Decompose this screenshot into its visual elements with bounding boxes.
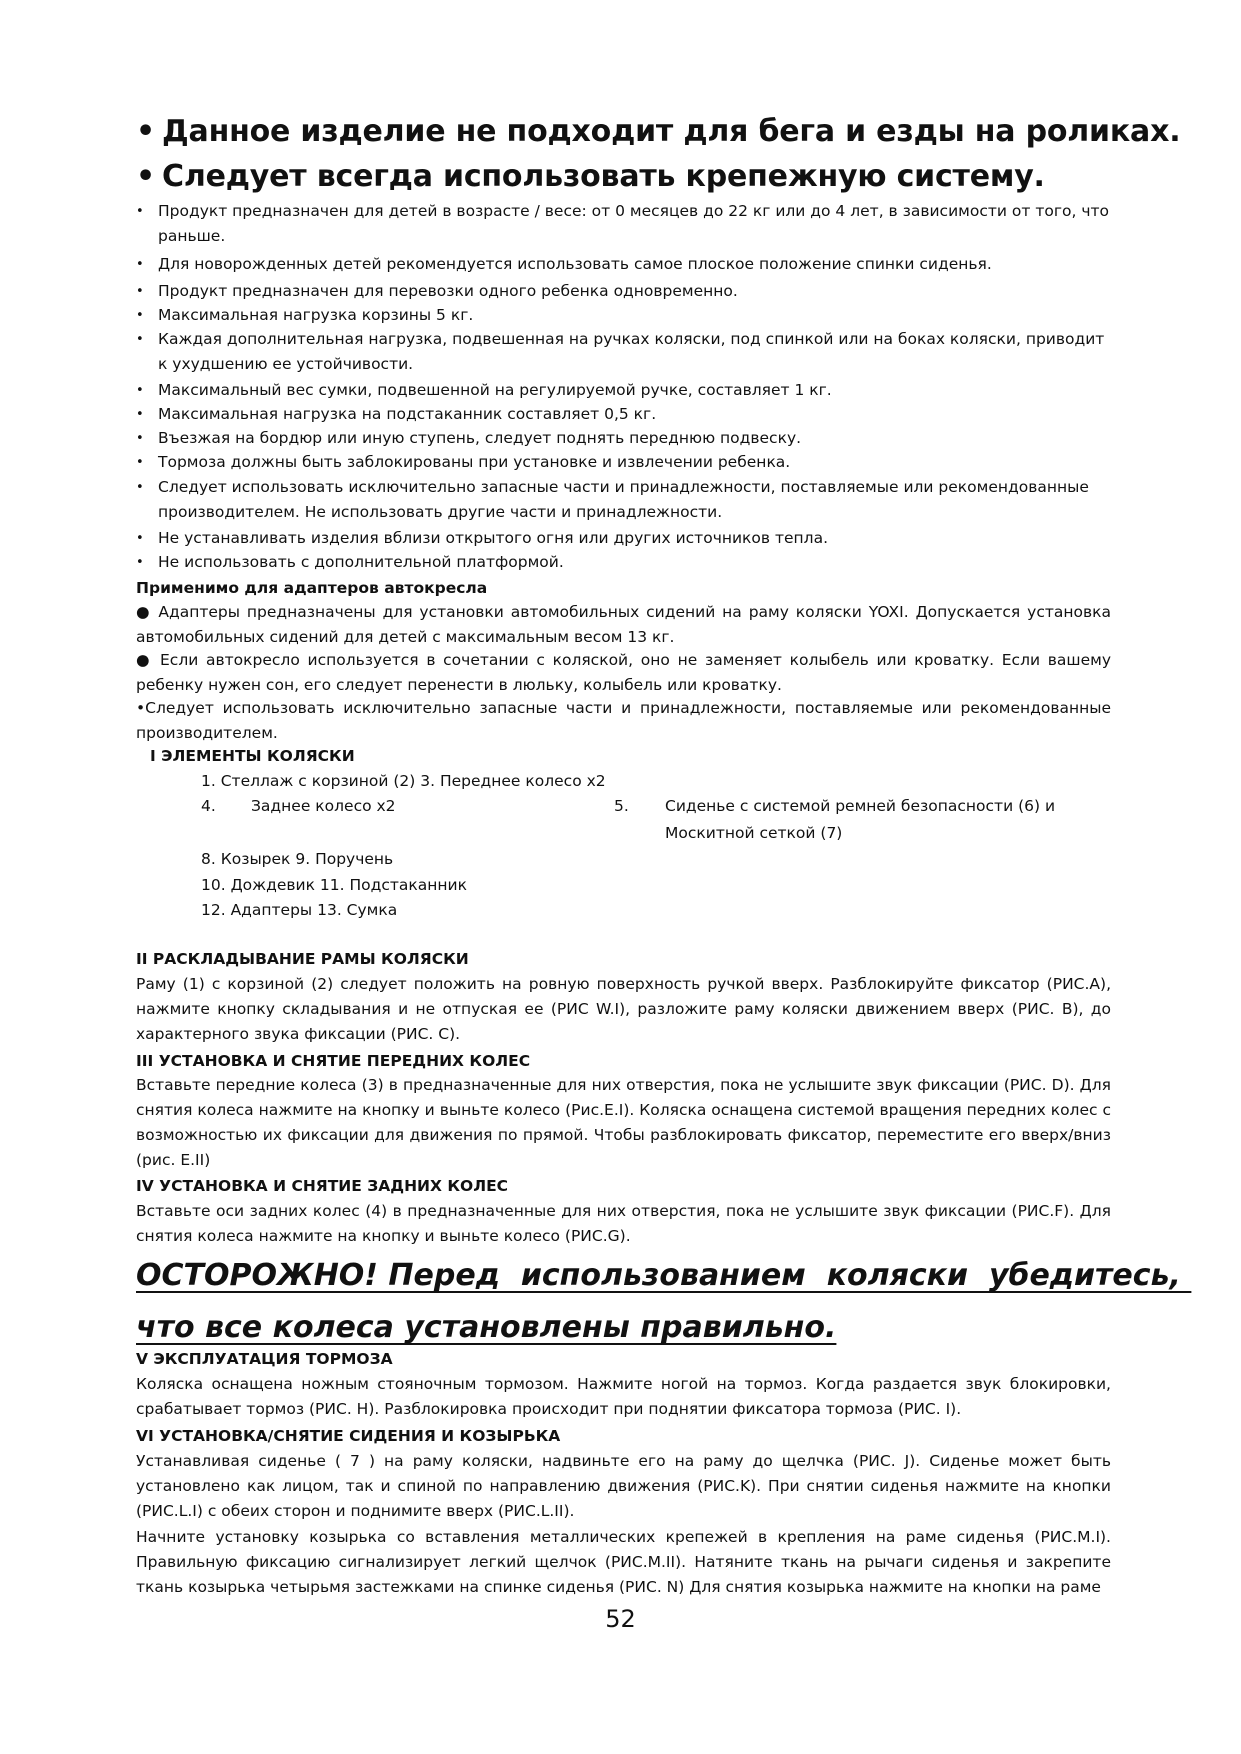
elements-row: 8. Козырек 9. Поручень xyxy=(201,850,394,868)
elements-row: Сиденье с системой ремней безопасности (6) и xyxy=(665,797,1056,815)
section-heading: VI УСТАНОВКА/СНЯТИЕ СИДЕНИЯ И КОЗЫРЬКА xyxy=(136,1427,561,1445)
bullet-icon: • xyxy=(136,383,144,398)
section-text: Вставьте оси задних колес (4) в предназначенные для них отверстия, пока не услышите звук фиксации (РИС.F). Для снятия колеса нажмите на кнопку и выньте колесо (РИС.G). xyxy=(136,1202,1111,1245)
elements-row: Заднее колесо x2 xyxy=(251,797,396,815)
bullet-icon: • xyxy=(136,308,144,323)
caution-line: что все колеса установлены правильно. xyxy=(136,1310,837,1345)
section-text: Коляска оснащена ножным стояночным тормозом. Нажмите ногой на тормоз. Когда раздается звук блокировки, срабатывает тормоз (РИС. H). Разблокировка происходит при поднятии фиксатора тормоза (РИС. I). xyxy=(136,1375,1111,1418)
warning-item: • Не устанавливать изделия вблизи открытого огня или других источников тепла. xyxy=(138,526,1118,551)
bullet-icon: • xyxy=(136,531,144,546)
headline-warning-1: • Данное изделие не подходит для бега и езды на роликах. xyxy=(136,112,1180,152)
adapters-paragraph: ● Если автокресло используется в сочетании с коляской, оно не заменяет колыбель или кроватку. Если вашему ребенку нужен сон, его следует перенести в люльку, колыбель или кроватку. xyxy=(136,651,1111,694)
bullet-icon: • xyxy=(136,407,144,422)
bullet-icon: • xyxy=(136,257,144,272)
adapters-paragraph: •Следует использовать исключительно запасные части и принадлежности, поставляемые или рекомендованные производителем. xyxy=(136,699,1111,742)
bullet-icon: • xyxy=(136,480,144,495)
elements-row-num: 4. xyxy=(201,797,216,815)
page-number: 52 xyxy=(605,1605,636,1633)
elements-row: Москитной сеткой (7) xyxy=(665,824,843,842)
bullet-icon: • xyxy=(136,159,155,194)
section-text: Вставьте передние колеса (3) в предназначенные для них отверстия, пока не услышите звук фиксации (РИС. D). Для снятия колеса нажмите на кнопку и выньте колесо (Рис.E.I). Коляска оснащена системой вращения передних колес с возможностью их фиксации для движения по прямой. Чтобы разблокировать фиксатор, переместите его вверх/вниз (рис. E.II) xyxy=(136,1076,1111,1169)
warning-item: • Максимальный вес сумки, подвешенной на регулируемой ручке, составляет 1 кг. xyxy=(138,378,1118,403)
bullet-icon: • xyxy=(136,284,144,299)
section-heading: III УСТАНОВКА И СНЯТИЕ ПЕРЕДНИХ КОЛЕС xyxy=(136,1052,531,1070)
section-heading: II РАСКЛАДЫВАНИЕ РАМЫ КОЛЯСКИ xyxy=(136,950,469,968)
warning-item: • Для новорожденных детей рекомендуется использовать самое плоское положение спинки сиденья. xyxy=(138,252,1118,277)
warning-item: • Не использовать с дополнительной платформой. xyxy=(138,550,1118,575)
warning-item: • Максимальная нагрузка на подстаканник составляет 0,5 кг. xyxy=(138,402,1118,427)
section-heading: V ЭКСПЛУАТАЦИЯ ТОРМОЗА xyxy=(136,1350,393,1368)
elements-row: 12. Адаптеры 13. Сумка xyxy=(201,901,398,919)
warning-item: • Каждая дополнительная нагрузка, подвешенная на ручках коляски, под спинкой или на боках коляски, приводит к ухудшению ее устойчивости. xyxy=(138,327,1118,377)
warning-item: • Максимальная нагрузка корзины 5 кг. xyxy=(138,303,1118,328)
elements-row: 1. Стеллаж с корзиной (2) 3. Переднее колесо x2 xyxy=(201,772,606,790)
bullet-icon: • xyxy=(136,455,144,470)
warning-item: • Продукт предназначен для перевозки одного ребенка одновременно. xyxy=(138,279,1118,304)
warning-item: • Въезжая на бордюр или иную ступень, следует поднять переднюю подвеску. xyxy=(138,426,1118,451)
bullet-icon: • xyxy=(136,431,144,446)
elements-heading: I ЭЛЕМЕНТЫ КОЛЯСКИ xyxy=(150,747,355,765)
adapters-heading: Применимо для адаптеров автокресла xyxy=(136,579,488,597)
headline-warning-2: • Следует всегда использовать крепежную систему. xyxy=(136,157,1045,197)
section-text: Раму (1) с корзиной (2) следует положить на ровную поверхность ручкой вверх. Разблокируйте фиксатор (РИС.A), нажмите кнопку складывания и не отпуская ее (РИС W.I), разложите раму коляски движением вверх (РИС. B), до характерного звука фиксации (РИС. C). xyxy=(136,975,1111,1043)
warning-item: • Тормоза должны быть заблокированы при установке и извлечении ребенка. xyxy=(138,450,1118,475)
bullet-icon: • xyxy=(136,555,144,570)
adapters-paragraph: ● Адаптеры предназначены для установки автомобильных сидений на раму коляски YOXI. Допускается установка автомобильных сидений для детей с максимальным весом 13 кг. xyxy=(136,603,1111,646)
elements-row-num: 5. xyxy=(614,797,629,815)
section-heading: IV УСТАНОВКА И СНЯТИЕ ЗАДНИХ КОЛЕС xyxy=(136,1177,509,1195)
bullet-icon: • xyxy=(136,332,144,347)
bullet-icon: • xyxy=(136,114,155,149)
bullet-icon: • xyxy=(136,204,144,219)
section-text: Устанавливая сиденье ( 7 ) на раму коляски, надвиньте его на раму до щелчка (РИС. J). Сиденье может быть установлено как лицом, так и спиной по направлению движения (РИС.K). При снятии сиденья нажмите на кнопки (РИС.L.I) с обеих сторон и поднимите вверх (РИС.L.II). xyxy=(136,1452,1111,1520)
caution-line: ОСТОРОЖНО! Перед использованием коляски убедитесь, xyxy=(136,1258,1192,1293)
warning-item: • Продукт предназначен для детей в возрасте / весе: от 0 месяцев до 22 кг или до 4 лет, в зависимости от того, что раньше. xyxy=(138,199,1118,249)
section-text: Начните установку козырька со вставления металлических крепежей в крепления на раме сиденья (РИС.M.I). Правильную фиксацию сигнализирует легкий щелчок (РИС.M.II). Натяните ткань на рычаги сиденья и закрепите ткань козырька четырьмя застежками на спинке сиденья (РИС. N) Для снятия козырька нажмите на кнопки на раме xyxy=(136,1528,1111,1596)
elements-row: 10. Дождевик 11. Подстаканник xyxy=(201,876,467,894)
warning-item: • Следует использовать исключительно запасные части и принадлежности, поставляемые или рекомендованные производителем. Не использовать другие части и принадлежности. xyxy=(138,475,1118,525)
